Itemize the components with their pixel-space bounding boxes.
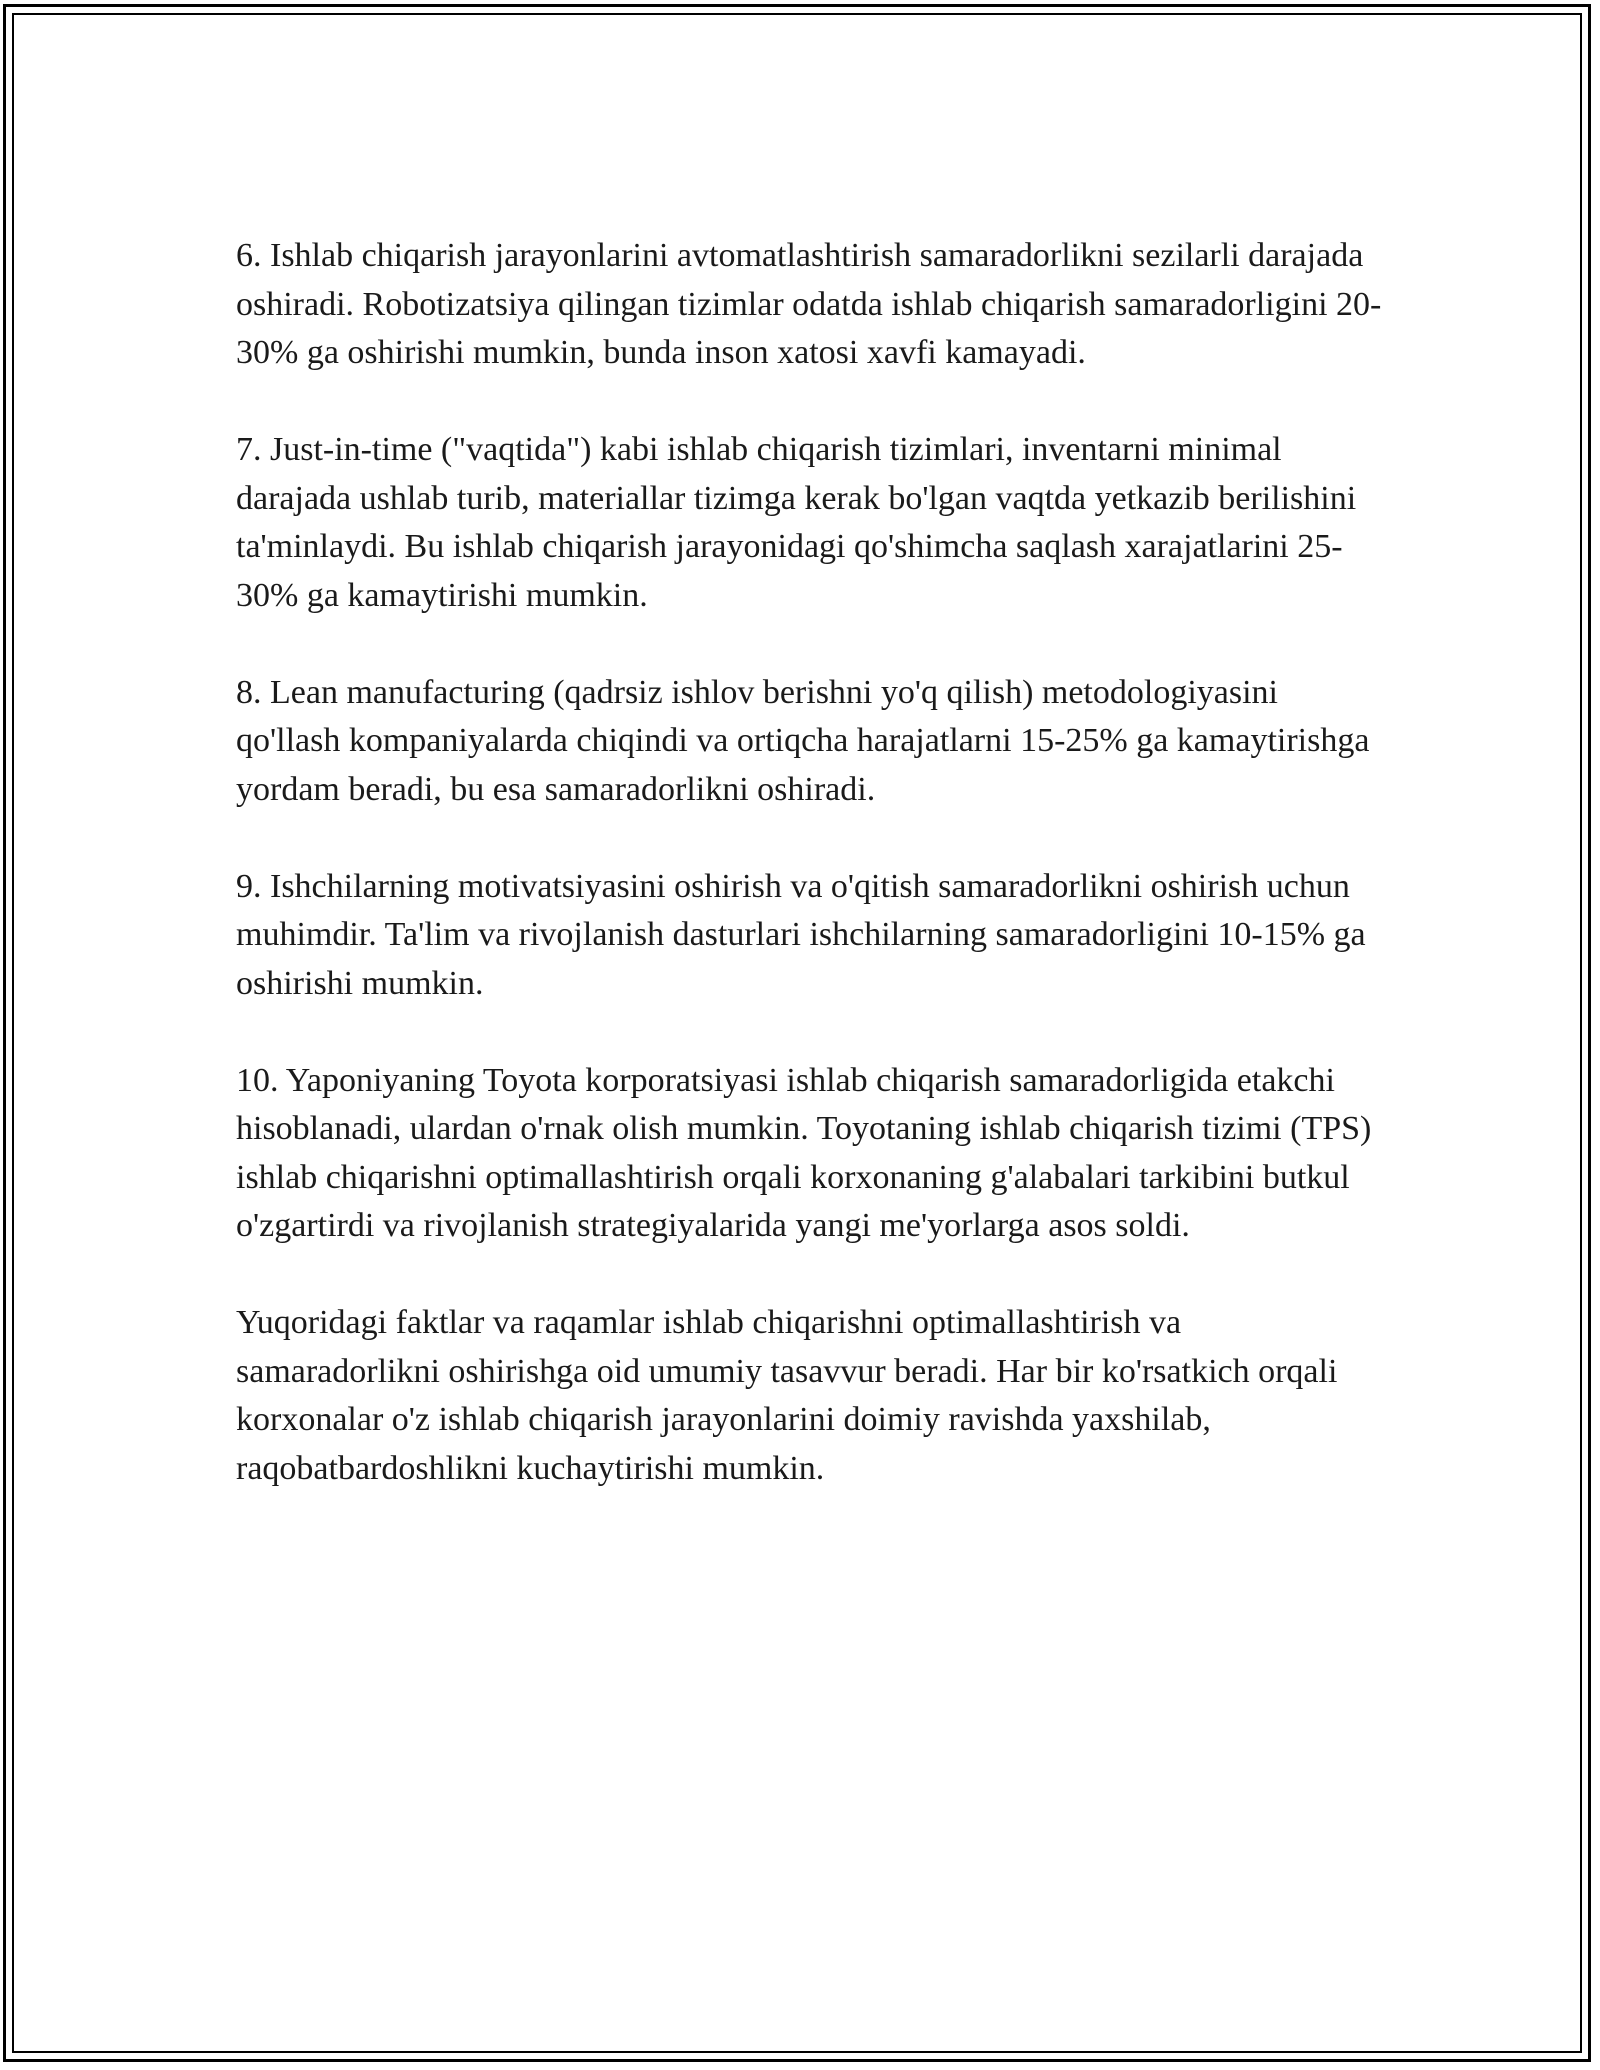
document-body	[236, 232, 1386, 1542]
paragraph-item-7: 7. Just-in-time ("vaqtida") kabi ishlab chiqarish tizimlari, inventarni minimal darajada ushlab turib, materiallar tizimga kerak bo'lgan vaqtda yetkazib berilishini ta'minlaydi. Bu ishlab chiqarish jarayonidagi qo'shimcha saqlash xarajatlarini 25-30% ga kamaytirishi mumkin.	[236, 431, 1357, 614]
paragraph-item-9: 9. Ishchilarning motivatsiyasini oshirish va o'qitish samaradorlikni oshirish uchun muhimdir. Ta'lim va rivojlanish dasturlari ishchilarning samaradorligini 10-15% ga oshirishi mumkin.	[236, 867, 1366, 1002]
paragraph-conclusion: Yuqoridagi faktlar va raqamlar ishlab chiqarishni optimallashtirish va samaradorlikni oshirishga oid umumiy tasavvur beradi. Har bir ko'rsatkich orqali korxonalar o'z ishlab chiqarish jarayonlarini doimiy ravishda yaxshilab, raqobatbardoshlikni kuchaytirishi mumkin.	[236, 1304, 1338, 1487]
paragraph-item-10: 10. Yaponiyaning Toyota korporatsiyasi ishlab chiqarish samaradorligida etakchi hisoblanadi, ulardan o'rnak olish mumkin. Toyotaning ishlab chiqarish tizimi (TPS) ishlab chiqarishni optimallashtirish orqali korxonaning g'alabalari tarkibini butkul o'zgartirdi va rivojlanish strategiyalarida yangi me'yorlarga asos soldi.	[236, 1061, 1372, 1244]
paragraph-item-8: 8. Lean manufacturing (qadrsiz ishlov berishni yo'q qilish) metodologiyasini qo'llash kompaniyalarda chiqindi va ortiqcha harajatlarni 15-25% ga kamaytirishga yordam beradi, bu esa samaradorlikni oshiradi.	[236, 673, 1370, 808]
paragraph-item-6: 6. Ishlab chiqarish jarayonlarini avtomatlashtirish samaradorlikni sezilarli darajada oshiradi. Robotizatsiya qilingan tizimlar odatda ishlab chiqarish samaradorligini 20-30% ga oshirishi mumkin, bunda inson xatosi xavfi kamayadi.	[236, 237, 1382, 371]
